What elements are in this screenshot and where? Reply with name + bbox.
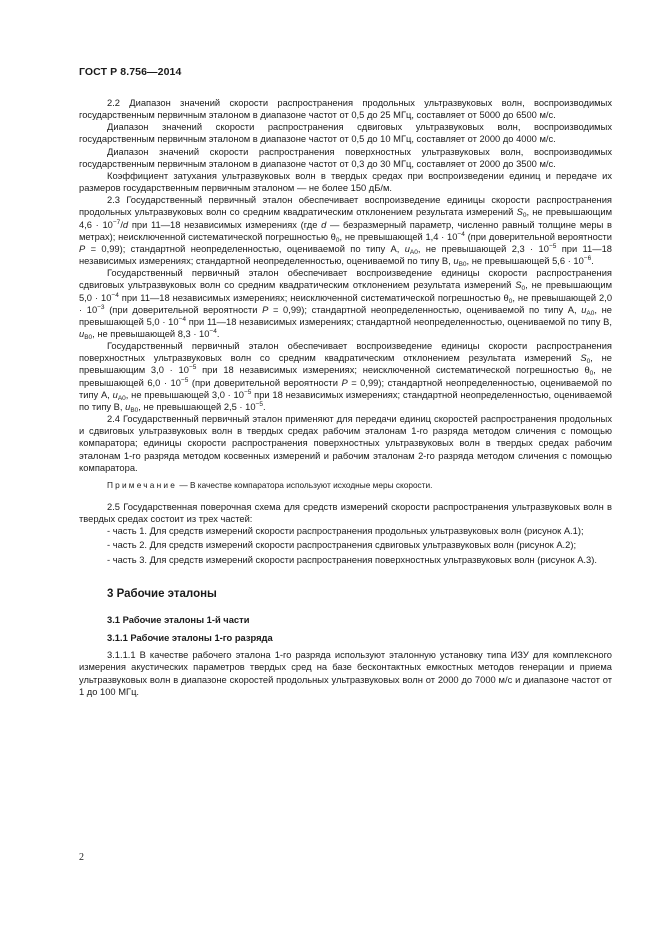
paragraph-2-2-surface: Диапазон значений скорости распространения поверхностных ультразвуковых волн, воспроизводимых государственным первичным эталоном в диапазоне частот от 0,3 до 30 МГц, составляет от 2000 до 3500 м/с. bbox=[79, 146, 612, 169]
note-label: Примечание bbox=[107, 479, 178, 490]
document-header: ГОСТ Р 8.756—2014 bbox=[79, 66, 182, 78]
note bbox=[79, 479, 612, 491]
subsection-heading-3-1: 3.1 Рабочие эталоны 1-й части bbox=[107, 614, 250, 625]
paragraph-2-4: 2.4 Государственный первичный эталон применяют для передачи единиц скоростей распространения продольных и сдвиговых ультразвуковых волн в твердых средах рабочим эталонам 1-го разряда методом сличения с помощью компаратора; единицы скорости распространения поверхностных ультразвуковых волн в твердых средах рабочим эталонам 1-го разряда методом косвенных измерений и рабочим эталонам 2-го разряда методом сличения с помощью компаратора. bbox=[79, 414, 612, 473]
paragraph-2-3-shear: Государственный первичный эталон обеспечивает воспроизведение единицы скорости распространения сдвиговых ультразвуковых волн со средним квадратическим отклонением результата измерений $S_0$, не превышающим $5,0 \cdot 10^{-4}$ при 11—18 независимых измерениях; неисключенной систематической погрешностью $\theta_0$, не превышающей $2,0 \cdot 10^{-3}$ (при доверительной вероятности P = 0,99); стандартной неопределенностью, оцениваемой по типу А, $u_{A0}$, не превышающей $5,0 \cdot 10^{-4}$ при 11—18 независимых измерениях; стандартной неопределенностью, оцениваемой по типу В, $u_{B0}$, не превышающей $8,3 \cdot 10^{-4}$. bbox=[79, 268, 613, 341]
paragraph-2-3-longitudinal: 2.3 Государственный первичный эталон обеспечивает воспроизведение единицы скорости распространения продольных ультразвуковых волн со средним квадратическим отклонением результата измерений $S_0$, не превышающим $4,6 \cdot 10^{-7}/d$ при 11—18 независимых измерениях (где d — безразмерный параметр, численно равный толщине меры в метрах); неисключенной систематической погрешностью $\theta_0$, не превышающей $1,4 \cdot 10^{-4}$ (при доверительной вероятности P = 0,99); стандартной неопределенностью, оцениваемой по типу А, $u_{A0}$, не превышающей $2,3 \cdot 10^{-5}$ при 11—18 независимых измерениях; стандартной неопределенностью, оцениваемой по типу В, $u_{B0}$, не превышающей $5,6 \cdot 10^{-6}$. bbox=[79, 195, 613, 269]
list-item-part-2: - часть 2. Для средств измерений скорости распространения сдвиговых ультразвуковых волн (рисунок А.2); bbox=[107, 540, 577, 551]
paragraph-2-2-longitudinal: 2.2 Диапазон значений скорости распространения продольных ультразвуковых волн, воспроизводимых государственным первичным эталоном в диапазоне частот от 0,5 до 25 МГц, составляет от 5000 до 6500 м/с. bbox=[79, 98, 612, 121]
document-body bbox=[79, 97, 612, 700]
page-number: 2 bbox=[79, 852, 84, 863]
list-item-part-1: - часть 1. Для средств измерений скорости распространения продольных ультразвуковых волн (рисунок А.1); bbox=[107, 526, 584, 537]
paragraph-3-1-1-1: 3.1.1.1 В качестве рабочего эталона 1-го разряда используют эталонную установку типа ИЗУ для комплексного измерения акустических параметров твердых сред на базе бесконтактных емкостных методов генерации и приема ультразвуковых волн в диапазоне скоростей продольных ультразвуковых волн от 2000 до 7000 м/с и диапазоне частот от 1 до 100 МГц. bbox=[79, 650, 612, 697]
paragraph-2-3-surface: Государственный первичный эталон обеспечивает воспроизведение единицы скорости распространения поверхностных ультразвуковых волн со средним квадратическим отклонением результата измерений $S_0$, не превышающим $3,0 \cdot 10^{-5}$ при 18 независимых измерениях; неисключенной систематической погрешностью $\theta_0$, не превышающей $6,0 \cdot 10^{-5}$ (при доверительной вероятности P = 0,99); стандартной неопределенностью, оцениваемой по типу А, $u_{A0}$, не превышающей $3,0 \cdot 10^{-5}$ при 18 независимых измерениях; стандартной неопределенностью, оцениваемой по типу В, $u_{B0}$, не превышающей $2,5 \cdot 10^{-5}$. bbox=[79, 341, 612, 414]
paragraph-2-5: 2.5 Государственная поверочная схема для средств измерений скорости распространения ультразвуковых волн в твердых средах состоит из трех частей: bbox=[79, 502, 612, 525]
paragraph-2-2-shear: Диапазон значений скорости распространения сдвиговых ультразвуковых волн, воспроизводимых государственным первичным эталоном в диапазоне частот от 0,5 до 10 МГц, составляет от 2000 до 4000 м/с. bbox=[79, 122, 612, 145]
note-text: — В качестве компаратора используют исходные меры скорости. bbox=[177, 479, 433, 490]
paragraph-2-2-attenuation: Коэффициент затухания ультразвуковых волн в твердых средах при воспроизведении единиц и передаче их размеров государственным первичным эталоном — не более 150 дБ/м. bbox=[79, 170, 612, 194]
list-item-part-3: - часть 3. Для средств измерений скорости распространения поверхностных ультразвуковых волн (рисунок А.3). bbox=[107, 554, 597, 565]
subsection-heading-3-1-1: 3.1.1 Рабочие эталоны 1-го разряда bbox=[107, 633, 273, 644]
section-heading-3: 3 Рабочие эталоны bbox=[107, 587, 217, 600]
